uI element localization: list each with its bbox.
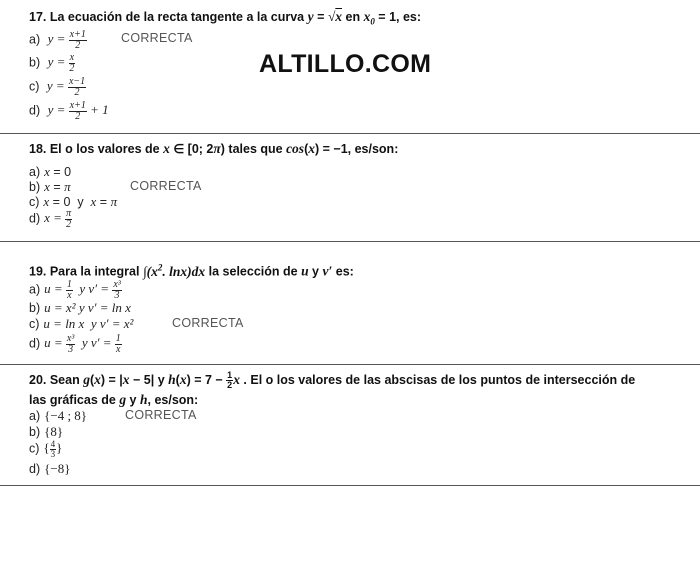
question-19-option-d: d) u = $\frac{\text{x³}}{3}$ y v′ = $\frac{1}{x}$	[29, 333, 121, 355]
question-20-title-line1: 20. Sean g(x) = |x − 5| y h(x) = 7 − $\frac{1}{2}$ x . El o los valores de las abscisas de los puntos de intersección de	[29, 370, 636, 391]
question-17-option-b: b) y = $\frac{x}{2}$	[29, 52, 75, 74]
question-17-option-a: a) y = $\frac{x+1}{2}$	[29, 29, 86, 51]
question-19-option-b: b) u = x² y v′ = ln x	[29, 300, 131, 315]
question-18-correct-badge: CORRECTA	[130, 179, 202, 193]
question-17-option-c: c) y = $\frac{x-1}{2}$	[29, 76, 86, 98]
question-20-option-d: d) {−8}	[29, 461, 71, 476]
question-20-option-c: c) { $\frac{4}{3}$ }	[29, 439, 63, 459]
site-brand-logo: ALTILLO.COM	[259, 50, 432, 78]
question-17-correct-badge: CORRECTA	[121, 31, 193, 45]
question-20-option-b: b) {8}	[29, 424, 64, 439]
question-19-option-c: c) u = ln x y v′ = x²	[29, 316, 134, 331]
divider-20	[0, 485, 700, 486]
question-17-title: 17. La ecuación de la recta tangente a la curva y = √x en $x_0 = 1$, es:	[29, 9, 422, 27]
question-18-title: 18. El o los valores de x ∈ [0; 2π) tales que cos(x) = −1, es/son:	[29, 141, 399, 156]
question-20-title-line2: las gráficas de g y h, es/son:	[29, 392, 199, 407]
question-19-correct-badge: CORRECTA	[172, 316, 244, 330]
question-18-option-d: d) x = $\frac{\pi}{2}$	[29, 208, 72, 230]
question-20-option-a: a) {−4 ; 8}	[29, 408, 88, 423]
divider-18	[0, 241, 700, 242]
question-18-option-b: b) x = π	[29, 179, 71, 194]
question-18-option-a: a) x = 0	[29, 164, 72, 179]
divider-19	[0, 364, 700, 365]
question-17-option-d: d) y = $\frac{x+1}{2}$ + 1	[29, 100, 109, 122]
question-19-title: 19. Para la integral $\int(x^2$. lnx)dx la selección de u y v′ es:	[29, 262, 354, 279]
question-19-option-a: a) u = $\frac{1}{x}$ y v′ = $\frac{\text{x³}}{3}$	[29, 279, 121, 301]
question-18-option-c: c) x = 0 y x = π	[29, 194, 118, 209]
divider-17	[0, 133, 700, 134]
question-20-correct-badge: CORRECTA	[125, 408, 197, 422]
